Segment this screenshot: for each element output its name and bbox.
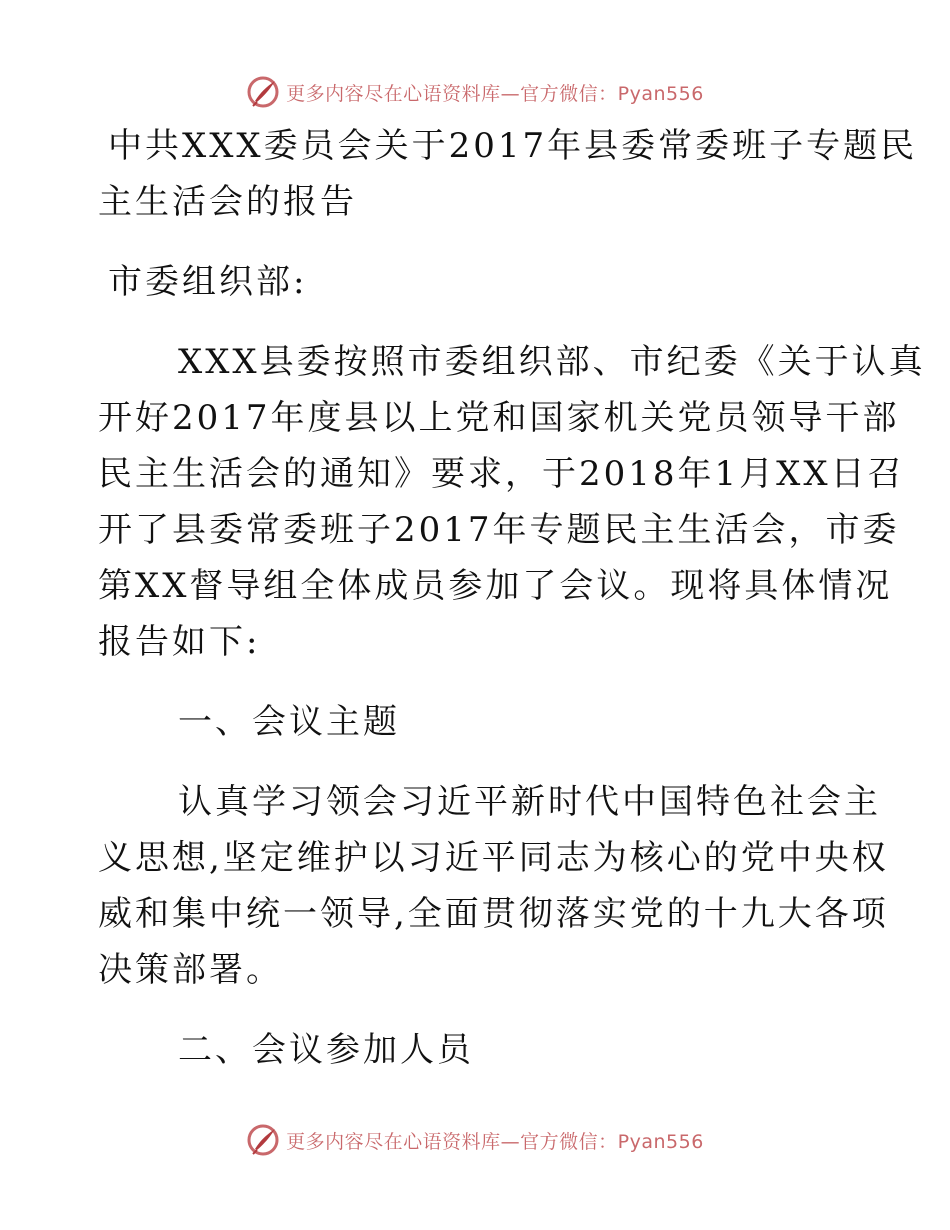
section-1-heading: 一、会议主题	[178, 702, 400, 742]
feather-logo-icon	[246, 75, 280, 109]
section-1-body-line-4: 决策部署。	[98, 950, 283, 990]
intro-paragraph-line-5: 第XX督导组全体成员参加了会议。现将具体情况	[98, 566, 893, 606]
section-1-body-line-2: 义思想,坚定维护以习近平同志为核心的党中央权	[98, 838, 889, 878]
section-1-body-line-3: 威和集中统一领导,全面贯彻落实党的十九大各项	[98, 894, 889, 934]
header-watermark-text: 更多内容尽在心语资料库—官方微信：Pyan556	[286, 82, 704, 105]
footer-watermark-text: 更多内容尽在心语资料库—官方微信：Pyan556	[286, 1130, 704, 1153]
section-2-heading: 二、会议参加人员	[178, 1030, 474, 1070]
intro-paragraph-line-3: 民主生活会的通知》要求，于2018年1月XX日召	[98, 454, 905, 494]
header-watermark	[0, 72, 950, 112]
feather-logo-icon	[246, 1123, 280, 1157]
intro-paragraph-line-6: 报告如下:	[98, 622, 261, 662]
document-body	[98, 118, 926, 1078]
intro-paragraph-line-1: XXX县委按照市委组织部、市纪委《关于认真	[178, 342, 926, 382]
document-title-line-1: 中共XXX委员会关于2017年县委常委班子专题民	[108, 126, 918, 166]
footer-watermark	[0, 1120, 950, 1160]
salutation: 市委组织部:	[108, 262, 308, 302]
section-1-body-line-1: 认真学习领会习近平新时代中国特色社会主	[178, 782, 881, 822]
intro-paragraph-line-2: 开好2017年度县以上党和国家机关党员领导干部	[98, 398, 900, 438]
intro-paragraph-line-4: 开了县委常委班子2017年专题民主生活会，市委	[98, 510, 900, 550]
document-title-line-2: 主生活会的报告	[98, 182, 357, 222]
